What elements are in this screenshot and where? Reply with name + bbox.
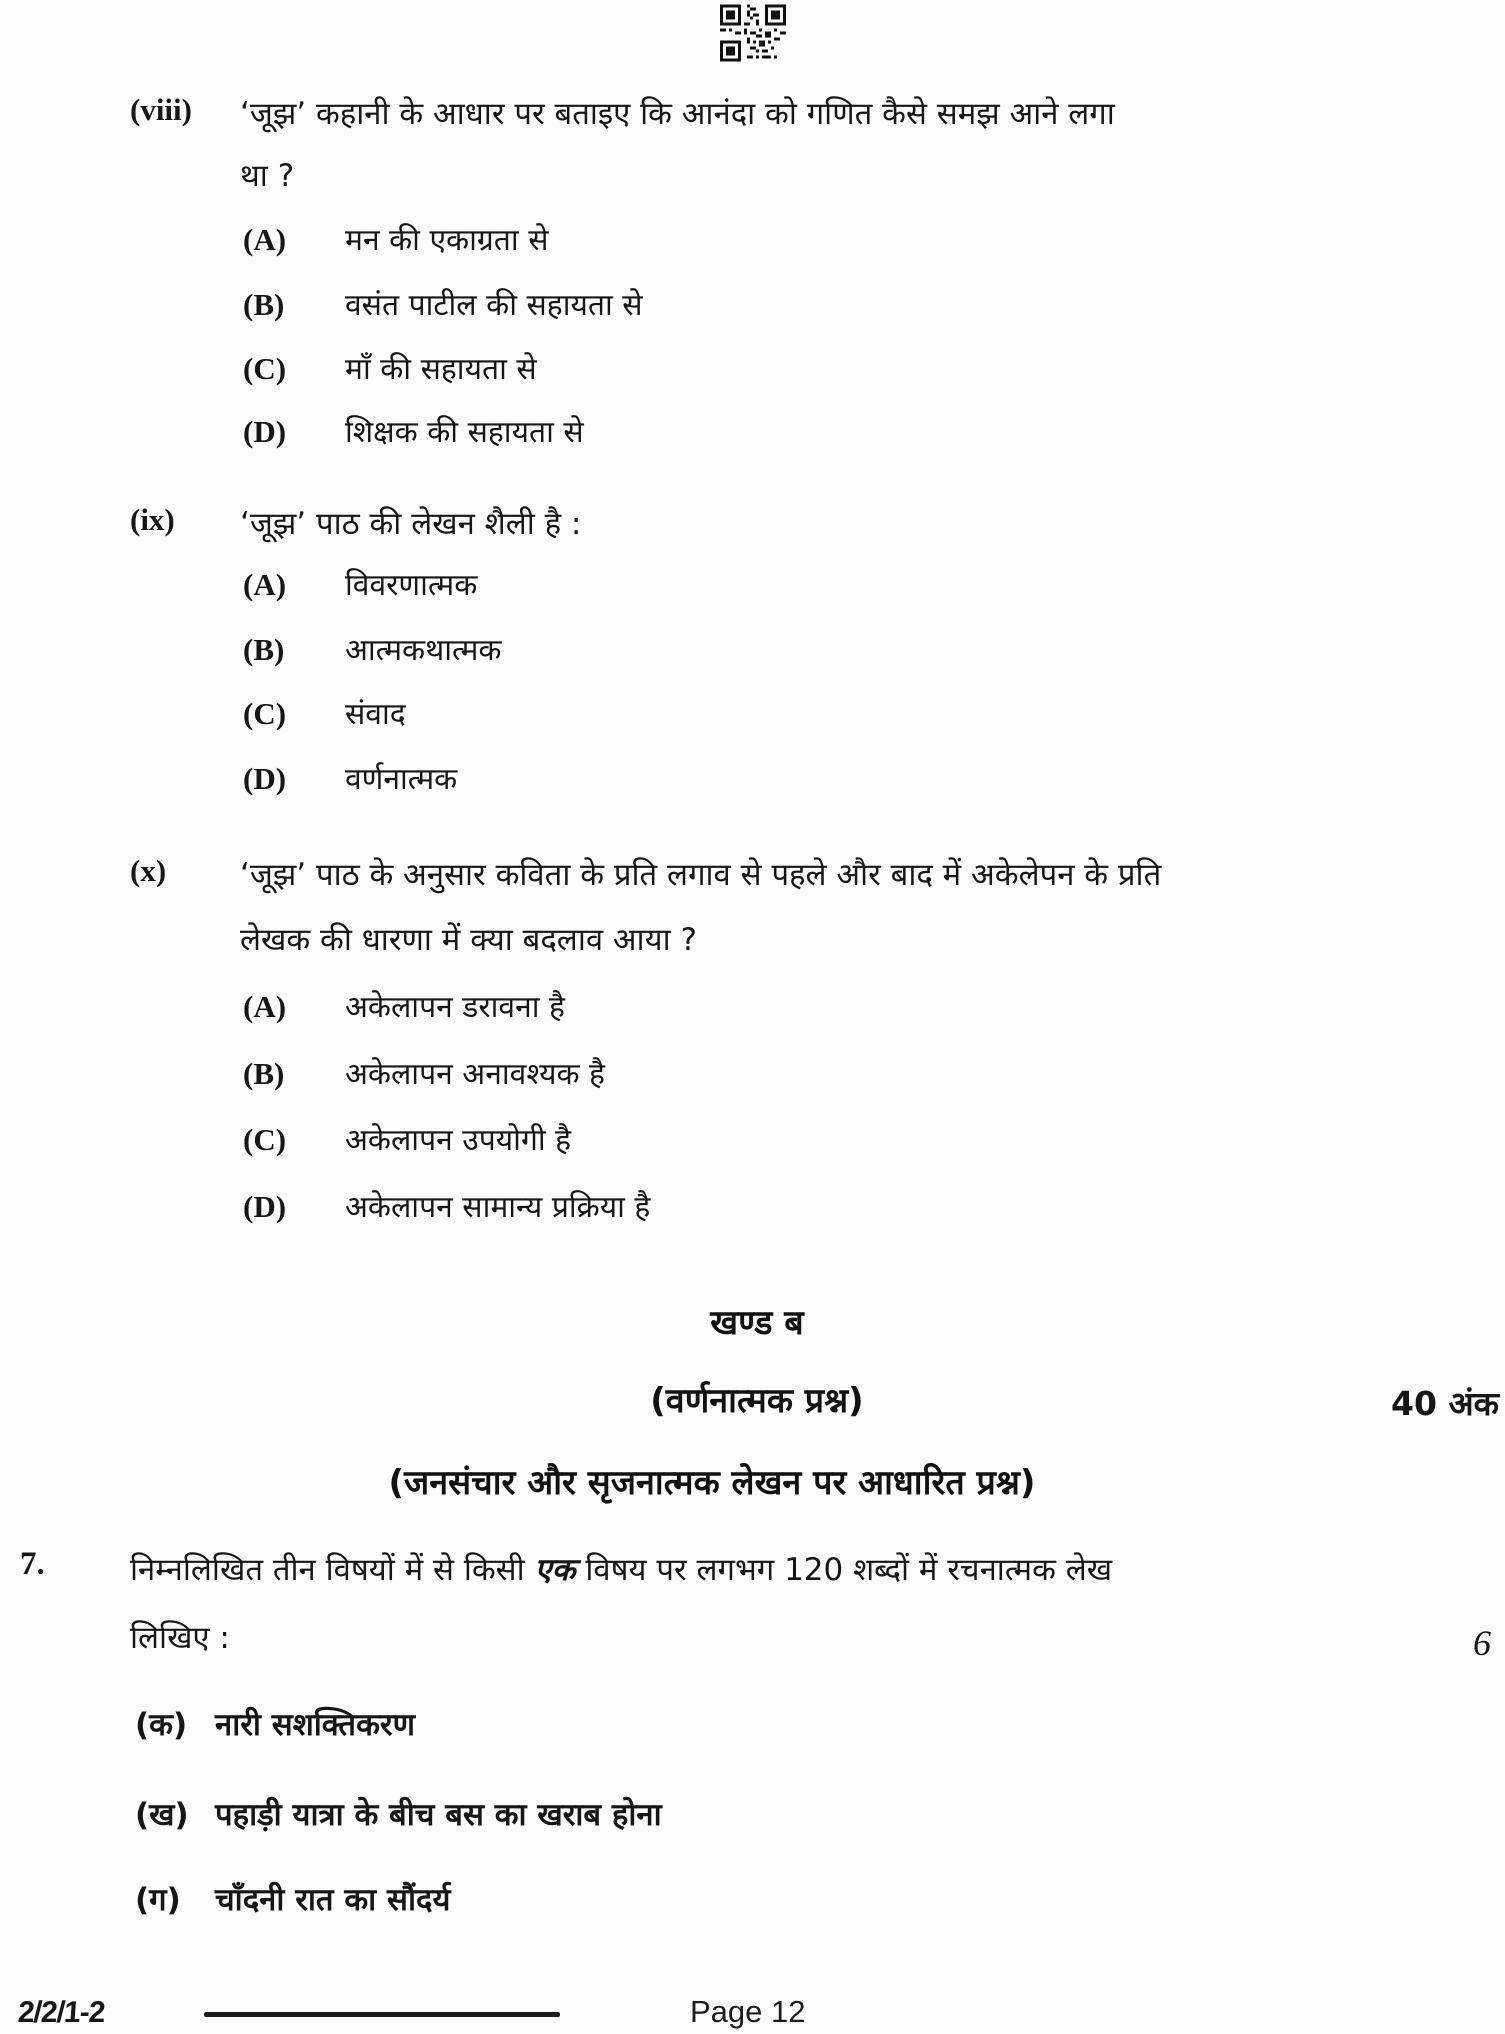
question-7-text-pre: निम्नलिखित तीन विषयों में से किसी <box>130 1552 535 1588</box>
option-letter: (B) <box>243 1056 285 1091</box>
option-row <box>243 563 477 604</box>
option-row <box>243 347 537 388</box>
question-7-text-line2: लिखिए : <box>130 1620 230 1656</box>
option-letter: (D) <box>243 1189 287 1224</box>
option-row <box>243 218 548 259</box>
question-7-text-line1 <box>130 1548 1112 1590</box>
option-letter: (D) <box>243 414 287 449</box>
option-text: आत्मकथात्मक <box>345 633 502 668</box>
option-row <box>243 1052 605 1093</box>
question-viii-label: (viii) <box>130 92 192 127</box>
option-text: अकेलापन अनावश्यक है <box>345 1057 605 1092</box>
question-7-marks: 6 <box>1473 1623 1491 1663</box>
question-ix-label: (ix) <box>130 502 175 537</box>
section-title: खण्ड ब <box>710 1303 804 1343</box>
option-letter: (C) <box>243 351 287 386</box>
topic-label: (ख) <box>135 1797 189 1833</box>
topic-label: (ग) <box>135 1882 181 1918</box>
question-viii-text-line2: था ? <box>240 158 295 194</box>
footer-page-number: Page 12 <box>690 1994 806 2029</box>
question-7-number: 7. <box>20 1546 45 1582</box>
topic-row <box>135 1703 415 1745</box>
option-letter: (B) <box>243 287 285 322</box>
option-text: संवाद <box>345 697 406 732</box>
question-ix-text-line1: ‘जूझ’ पाठ की लेखन शैली है : <box>240 506 582 542</box>
question-x-text-line1: ‘जूझ’ पाठ के अनुसार कविता के प्रति लगाव से पहले और बाद में अकेलेपन के प्रति <box>240 857 1162 893</box>
option-row <box>243 757 457 798</box>
option-letter: (A) <box>243 989 287 1024</box>
section-subtitle: (वर्णनात्मक प्रश्न) <box>650 1381 864 1421</box>
option-letter: (C) <box>243 1122 287 1157</box>
question-7-text-emphasis: एक <box>534 1552 576 1588</box>
option-text: विवरणात्मक <box>345 568 478 603</box>
qr-code <box>720 4 786 62</box>
option-letter: (A) <box>243 567 287 602</box>
section-note: (जनसंचार और सृजनात्मक लेखन पर आधारित प्रश्न) <box>388 1463 1036 1503</box>
option-text: अकेलापन उपयोगी है <box>345 1123 572 1158</box>
topic-text: पहाड़ी यात्रा के बीच बस का खराब होना <box>215 1797 662 1833</box>
question-x-label: (x) <box>130 853 167 888</box>
option-letter: (D) <box>243 761 287 796</box>
option-text: माँ की सहायता से <box>345 352 537 387</box>
question-viii-text-line1: ‘जूझ’ कहानी के आधार पर बताइए कि आनंदा को गणित कैसे समझ आने लगा <box>240 96 1115 132</box>
question-7-text-post: विषय पर लगभग 120 शब्दों में रचनात्मक लेख <box>575 1552 1113 1588</box>
option-row <box>243 410 584 451</box>
option-text: अकेलापन डरावना है <box>345 990 565 1025</box>
option-letter: (A) <box>243 222 287 257</box>
option-text: शिक्षक की सहायता से <box>345 415 584 450</box>
footer-divider <box>204 2012 560 2017</box>
option-text: मन की एकाग्रता से <box>345 223 549 258</box>
option-row <box>243 1185 650 1226</box>
option-row <box>243 985 565 1026</box>
topic-text: नारी सशक्तिकरण <box>215 1707 415 1743</box>
footer-paper-code: 2/2/1-2 <box>16 1996 106 2029</box>
option-row <box>243 628 501 669</box>
topic-text: चाँदनी रात का सौंदर्य <box>215 1882 451 1918</box>
topic-label: (क) <box>135 1707 188 1743</box>
topic-row <box>135 1878 450 1920</box>
option-letter: (C) <box>243 696 287 731</box>
topic-row <box>135 1793 662 1835</box>
option-text: वसंत पाटील की सहायता से <box>345 288 643 323</box>
option-letter: (B) <box>243 632 285 667</box>
option-row <box>243 1118 571 1159</box>
option-row <box>243 283 643 324</box>
option-row <box>243 692 406 733</box>
section-marks: 40 अंक <box>1391 1384 1499 1423</box>
option-text: अकेलापन सामान्य प्रक्रिया है <box>345 1190 651 1225</box>
option-text: वर्णनात्मक <box>345 762 458 797</box>
question-x-text-line2: लेखक की धारणा में क्या बदलाव आया ? <box>240 922 697 958</box>
